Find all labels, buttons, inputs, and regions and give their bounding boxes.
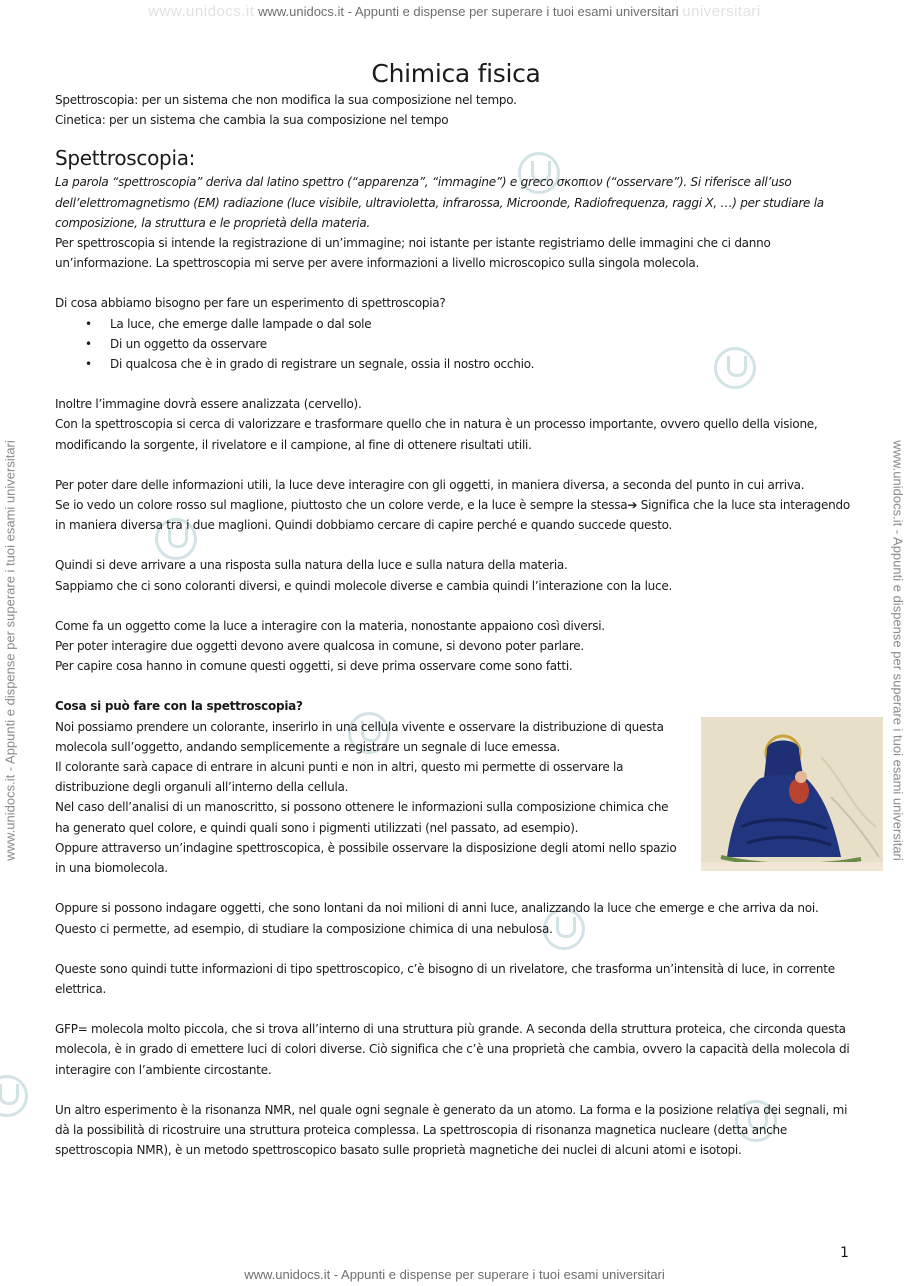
- watermark-ghost-left: www.unidocs.it: [148, 3, 255, 20]
- manuscript-illustration: [701, 717, 883, 871]
- paragraph: Queste sono quindi tutte informazioni di tipo spettroscopico, c’è bisogno di un rivelatore, che trasforma un’intensità di luce, in corrente elettrica.: [55, 961, 835, 996]
- watermark-ghost-right: universitari: [682, 3, 761, 20]
- text-line: Spettroscopia: per un sistema che non modifica la sua composizione nel tempo.: [55, 93, 517, 107]
- paragraph: Nel caso dell’analisi di un manoscritto, si possono ottenere le informazioni sulla composizione chimica che ha generato quel colore, e quindi quali sono i pigmenti utilizzati (nel passato, ad esempio).: [55, 800, 669, 835]
- manuscript-madonna-image: [701, 717, 883, 871]
- paragraph: Sappiamo che ci sono coloranti diversi, e quindi molecole diverse e cambia quindi l’interazione con la luce.: [55, 578, 673, 593]
- paragraph: Oppure attraverso un’indagine spettroscopica, è possibile osservare la disposizione degli atomi nello spazio in una biomolecola.: [55, 840, 677, 876]
- list-item: • Di qualcosa che è in grado di registrare un segnale, ossia il nostro occhio.: [85, 354, 857, 374]
- question-line: Di cosa abbiamo bisogno per fare un esperimento di spettroscopia?: [55, 296, 446, 311]
- list-item: • La luce, che emerge dalle lampade o dal sole: [85, 314, 857, 334]
- subheading: Cosa si può fare con la spettroscopia?: [55, 699, 303, 714]
- requirements-list: [55, 314, 857, 375]
- watermark-side-right: www.unidocs.it - Appunti e dispense per superare i tuoi esami universitari: [890, 440, 906, 861]
- paragraph: Se io vedo un colore rosso sul maglione, piuttosto che un colore verde, e la luce è sempre la stessa➔ Significa che la luce sta interagendo in maniera diversa tra i due maglioni. Quindi dobbiamo cercare di capire perché e quando succede questo.: [55, 498, 850, 533]
- paragraph: Per poter interagire due oggetti devono avere qualcosa in comune, si devono poter parlare.: [55, 639, 584, 654]
- paragraph: Oppure si possono indagare oggetti, che sono lontani da noi milioni di anni luce, analizzando la luce che emerge e che arriva da noi. Questo ci permette, ad esempio, di studiare la composizione chimica di una nebulosa.: [55, 901, 819, 936]
- paragraph: Con la spettroscopia si cerca di valorizzare e trasformare quello che in natura è un processo importante, ovvero quello della visione, modificando la sorgente, il rivelatore e il campione, al fine di ottenere risultati utili.: [55, 417, 818, 452]
- page-title: Chimica fisica: [371, 59, 541, 88]
- intro-paragraph: La parola “spettroscopia” deriva dal latino spettro (“apparenza”, “immagine”) e greco σκοπιον (“osservare”). Si riferisce all’uso dell’elettromagnetismo (EM) radiazione (luce visibile, ultravioletta, infrarossa, Microonde, Radiofrequenza, raggi X, …) per studiare la composizione, la struttura e le proprietà della materia.: [55, 175, 824, 230]
- watermark-side-left: www.unidocs.it - Appunti e dispense per superare i tuoi esami universitari: [2, 440, 18, 861]
- text-line: Cinetica: per un sistema che cambia la sua composizione nel tempo: [55, 113, 449, 128]
- paragraph: Un altro esperimento è la risonanza NMR, nel quale ogni segnale è generato da un atomo. La forma e la posizione relativa dei segnali, mi dà la possibilità di ricostruire una struttura proteica complessa. La spettroscopia di risonanza magnetica nucleare (detta anche spettroscopia NMR), è un metodo spettroscopico basato sulle proprietà magnetiche dei nuclei di alcuni atomi e isotopi.: [55, 1102, 848, 1158]
- paragraph: Per spettroscopia si intende la registrazione di un’immagine; noi istante per istante registriamo delle immagini che ci danno un’informazione. La spettroscopia mi serve per avere informazioni a livello microscopico sulla singola molecola.: [55, 236, 771, 271]
- paragraph: Quindi si deve arrivare a una risposta sulla natura della luce e sulla natura della materia.: [55, 558, 568, 573]
- paragraph: Per poter dare delle informazioni utili, la luce deve interagire con gli oggetti, in maniera diversa, a seconda del punto in cui arriva.: [55, 477, 805, 492]
- paragraph: GFP= molecola molto piccola, che si trova all’interno di una struttura più grande. A seconda della struttura proteica, che circonda questa molecola, è in grado di emettere luci di colori diverse. Ciò significa che c’è una proprietà che cambia, ovvero la capacità della molecola di interagire con l’ambiente circostante.: [55, 1022, 850, 1077]
- list-item: • Di un oggetto da osservare: [85, 334, 857, 354]
- watermark-footer: [0, 1267, 909, 1282]
- section-heading: Spettroscopia:: [55, 146, 196, 171]
- paragraph: Inoltre l’immagine dovrà essere analizzata (cervello).: [55, 397, 362, 412]
- paragraph: Il colorante sarà capace di entrare in alcuni punti e non in altri, questo mi permette di osservare la distribuzione degli organuli all’interno della cellula.: [55, 760, 624, 795]
- page-number: 1: [840, 1245, 849, 1261]
- unidocs-logo-icon: [0, 1075, 28, 1117]
- watermark-header-text: www.unidocs.it - Appunti e dispense per superare i tuoi esami universitari: [258, 4, 679, 19]
- paragraph: Come fa un oggetto come la luce a interagire con la materia, nonostante appaiono così diversi.: [55, 618, 605, 633]
- paragraph: Per capire cosa hanno in comune questi oggetti, si deve prima osservare come sono fatti.: [55, 659, 573, 674]
- watermark-footer-text: www.unidocs.it - Appunti e dispense per superare i tuoi esami universitari: [244, 1267, 665, 1282]
- paragraph: Noi possiamo prendere un colorante, inserirlo in una cellula vivente e osservare la distribuzione di questa molecola sull’oggetto, andando semplicemente a registrare un segnale di luce emessa.: [55, 719, 664, 754]
- document-body: [55, 58, 857, 1160]
- watermark-header: [0, 3, 909, 20]
